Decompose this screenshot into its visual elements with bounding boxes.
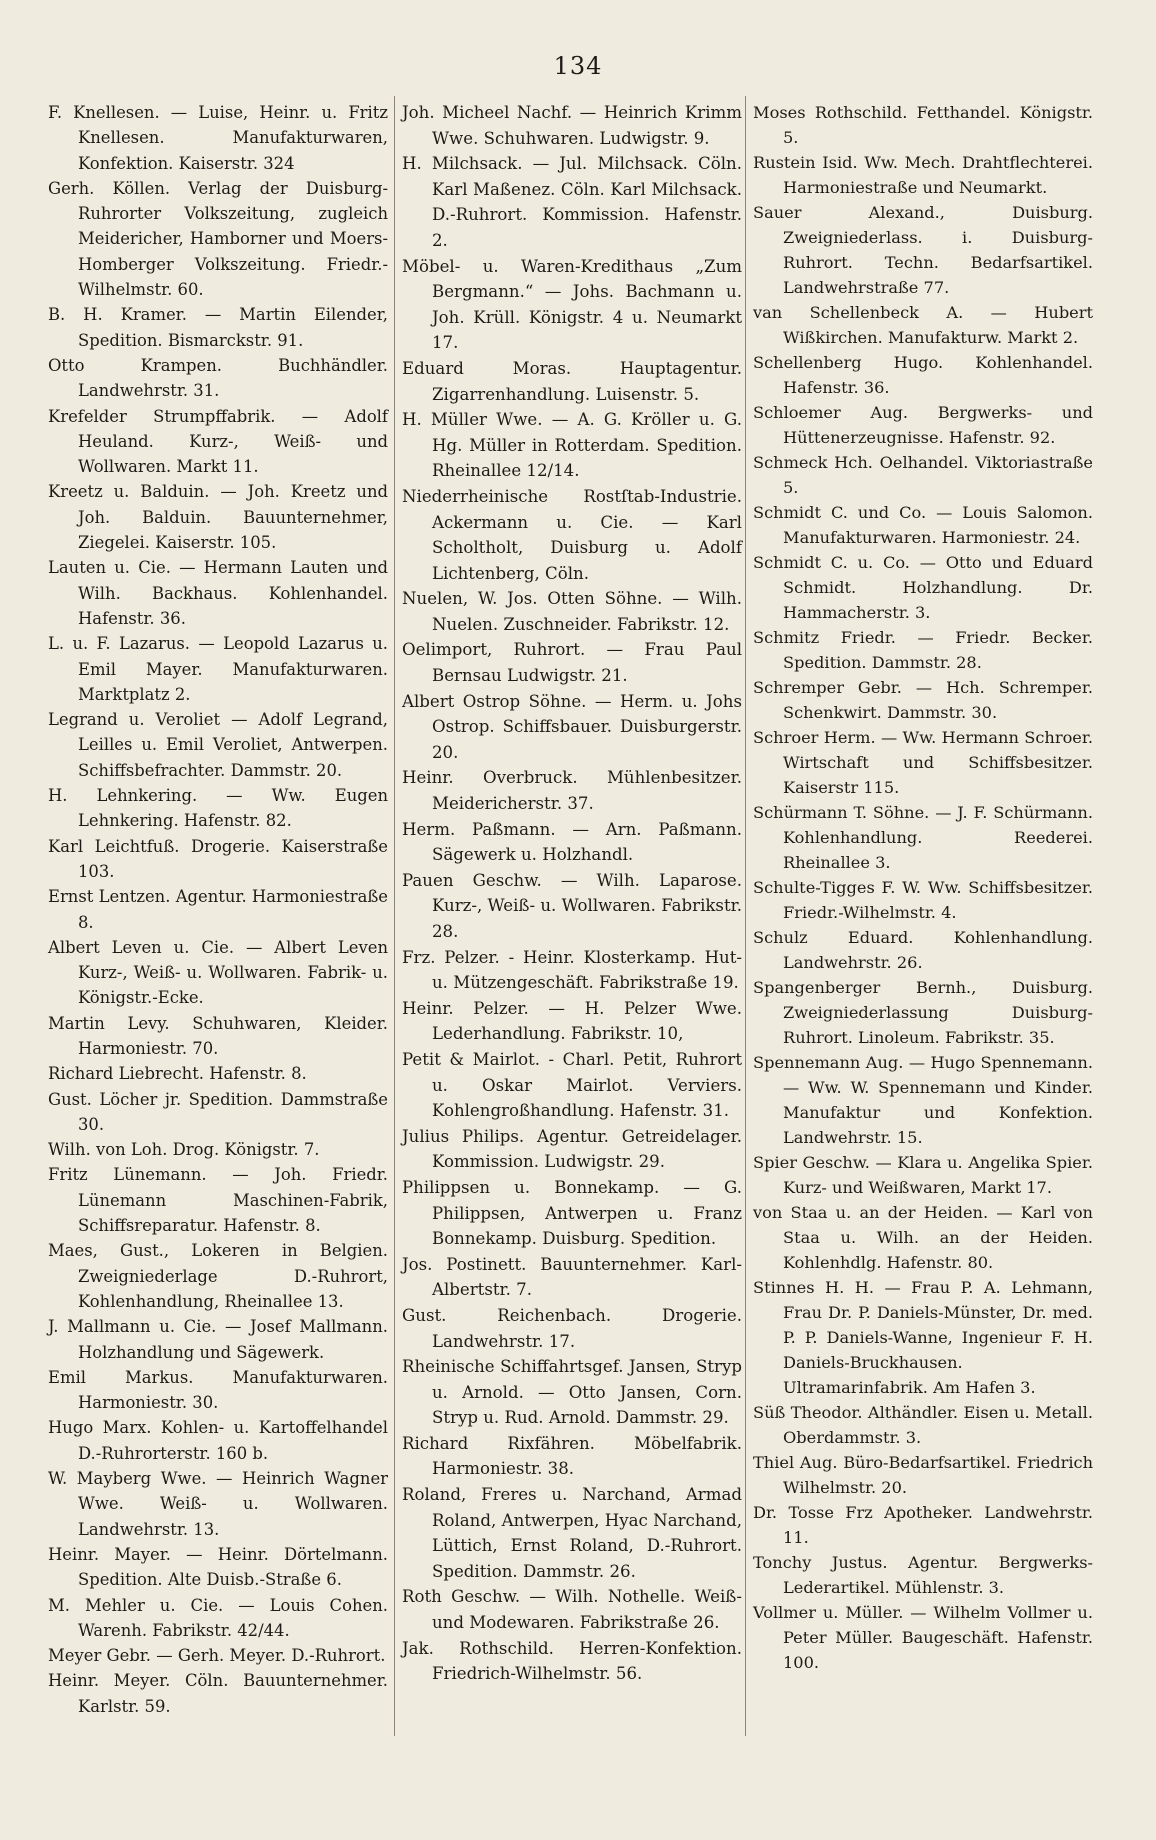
directory-entry: Krefelder Strumpffabrik. — Adolf Heuland. Kurz-, Weiß- und Wollwaren. Markt 11.: [48, 406, 388, 477]
directory-entry: Legrand u. Veroliet — Adolf Legrand, Leilles u. Emil Veroliet, Antwerpen. Schiffsbefrachter. Dammstr. 20.: [48, 710, 388, 780]
directory-entry: Rheinische Schiffahrtsgef. Jansen, Stryp u. Arnold. — Otto Jansen, Corn. Stryp u. Rud. Arnold. Dammstr. 29.: [402, 1357, 742, 1428]
directory-entry: Lauten u. Cie. — Hermann Lauten und Wilh. Backhaus. Kohlenhandel. Hafenstr. 36.: [48, 558, 388, 628]
directory-entry: Kreetz u. Balduin. — Joh. Kreetz und Joh. Balduin. Bauunternehmer, Ziegelei. Kaiserstr. 105.: [48, 482, 388, 553]
directory-entry: Petit & Mairlot. - Charl. Petit, Ruhrort u. Oskar Mairlot. Verviers. Kohlengroßhandlung. Hafenstr. 31.: [402, 1049, 742, 1121]
directory-entry: Schloemer Aug. Bergwerks- und Hüttenerzeugnisse. Hafenstr. 92.: [753, 403, 1093, 447]
column-divider: [745, 96, 746, 1736]
directory-entry: Rustein Isid. Ww. Mech. Drahtflechterei. Harmoniestraße und Neumarkt.: [753, 153, 1093, 197]
column-2: [402, 100, 742, 1687]
directory-entry: Süß Theodor. Althändler. Eisen u. Metall. Oberdammstr. 3.: [753, 1403, 1093, 1447]
directory-entry: Schremper Gebr. — Hch. Schremper. Schenkwirt. Dammstr. 30.: [753, 678, 1093, 722]
directory-entry: B. H. Kramer. — Martin Eilender, Spedition. Bismarckstr. 91.: [48, 305, 388, 350]
directory-entry: Gust. Löcher jr. Spedition. Dammstraße 30.: [48, 1089, 388, 1134]
directory-entry: Ernst Lentzen. Agentur. Harmoniestraße 8.: [48, 887, 388, 932]
directory-entry: Thiel Aug. Büro-Bedarfsartikel. Friedrich Wilhelmstr. 20.: [753, 1453, 1093, 1497]
directory-entry: Spennemann Aug. — Hugo Spennemann. — Ww. W. Spennemann und Kinder. Manufaktur und Konfektion. Landwehrstr. 15.: [753, 1053, 1093, 1147]
directory-entry: von Staa u. an der Heiden. — Karl von Staa u. Wilh. an der Heiden. Kohlenhdlg. Hafenstr. 80.: [753, 1203, 1093, 1272]
directory-entry: Schulz Eduard. Kohlenhandlung. Landwehrstr. 26.: [753, 928, 1093, 972]
directory-entry: L. u. F. Lazarus. — Leopold Lazarus u. Emil Mayer. Manufakturwaren. Marktplatz 2.: [48, 634, 388, 704]
directory-entry: Oelimport, Ruhrort. — Frau Paul Bernsau Ludwigstr. 21.: [402, 640, 742, 686]
directory-entry: Schürmann T. Söhne. — J. F. Schürmann. Kohlenhandlung. Reederei. Rheinallee 3.: [753, 803, 1093, 872]
directory-entry: Schellenberg Hugo. Kohlenhandel. Hafenstr. 36.: [753, 353, 1093, 397]
directory-entry: Tonchy Justus. Agentur. Bergwerks-Lederartikel. Mühlenstr. 3.: [753, 1553, 1093, 1597]
directory-entry: Gust. Reichenbach. Drogerie. Landwehrstr. 17.: [402, 1305, 742, 1351]
directory-entry: Pauen Geschw. — Wilh. Laparose. Kurz-, Weiß- u. Wollwaren. Fabrikstr. 28.: [402, 870, 742, 941]
directory-entry: Schmitz Friedr. — Friedr. Becker. Spedition. Dammstr. 28.: [753, 628, 1093, 672]
directory-entry: Vollmer u. Müller. — Wilhelm Vollmer u. Peter Müller. Baugeschäft. Hafenstr. 100.: [753, 1603, 1093, 1672]
column-divider: [394, 96, 395, 1736]
directory-entry: Spier Geschw. — Klara u. Angelika Spier. Kurz- und Weißwaren, Markt 17.: [753, 1153, 1093, 1197]
directory-entry: Gerh. Köllen. Verlag der Duisburg-Ruhrorter Volkszeitung, zugleich Meidericher, Hamborner und Moers-Homberger Volkszeitung. Friedr.-Wilhelmstr. 60.: [48, 178, 388, 300]
directory-entry: J. Mallmann u. Cie. — Josef Mallmann. Holzhandlung und Sägewerk.: [48, 1317, 388, 1362]
directory-entry: Wilh. von Loh. Drog. Königstr. 7.: [48, 1140, 320, 1160]
directory-entry: Martin Levy. Schuhwaren, Kleider. Harmoniestr. 70.: [48, 1013, 388, 1058]
directory-entry: Möbel- u. Waren-Kredithaus „Zum Bergmann.“ — Johs. Bachmann u. Joh. Krüll. Königstr. 4 u. Neumarkt 17.: [402, 256, 742, 353]
directory-entry: Emil Markus. Manufakturwaren. Harmoniestr. 30.: [48, 1367, 388, 1413]
directory-entry: Albert Ostrop Söhne. — Herm. u. Johs Ostrop. Schiffsbauer. Duisburgerstr. 20.: [402, 691, 742, 762]
directory-entry: Philippsen u. Bonnekamp. — G. Philippsen, Antwerpen u. Franz Bonnekamp. Duisburg. Spedition.: [402, 1177, 742, 1249]
directory-entry: Julius Philips. Agentur. Getreidelager. Kommission. Ludwigstr. 29.: [402, 1126, 742, 1172]
directory-entry: Fritz Lünemann. — Joh. Friedr. Lünemann Maschinen-Fabrik, Schiffsreparatur. Hafenstr. 8.: [48, 1165, 388, 1236]
directory-entry: Schmeck Hch. Oelhandel. Viktoriastraße 5.: [753, 453, 1093, 497]
directory-entry: Dr. Tosse Frz Apotheker. Landwehrstr. 11.: [753, 1503, 1093, 1547]
directory-entry: Sauer Alexand., Duisburg. Zweigniederlass. i. Duisburg-Ruhrort. Techn. Bedarfsartikel. Landwehrstraße 77.: [753, 203, 1093, 297]
directory-entry: Otto Krampen. Buchhändler. Landwehrstr. 31.: [48, 355, 388, 401]
directory-entry: Roth Geschw. — Wilh. Nothelle. Weiß- und Modewaren. Fabrikstraße 26.: [402, 1587, 742, 1633]
directory-entry: Nuelen, W. Jos. Otten Söhne. — Wilh. Nuelen. Zuschneider. Fabrikstr. 12.: [402, 589, 742, 634]
directory-entry: Heinr. Pelzer. — H. Pelzer Wwe. Lederhandlung. Fabrikstr. 10,: [402, 998, 742, 1044]
directory-entry: Karl Leichtfuß. Drogerie. Kaiserstraße 103.: [48, 836, 388, 881]
directory-entry: Frz. Pelzer. - Heinr. Klosterkamp. Hut- u. Mützengeschäft. Fabrikstraße 19.: [402, 947, 742, 993]
directory-entry: Stinnes H. H. — Frau P. A. Lehmann, Frau Dr. P. Daniels-Münster, Dr. med. P. P. Daniels-Wanne, Ingenieur F. H. Daniels-Bruckhausen. Ultramarinfabrik. Am Hafen 3.: [753, 1278, 1093, 1397]
column-3: [753, 100, 1093, 1675]
directory-entry: Hugo Marx. Kohlen- u. Kartoffelhandel D.-Ruhrorterstr. 160 b.: [48, 1418, 388, 1463]
directory-entry: van Schellenbeck A. — Hubert Wißkirchen. Manufakturw. Markt 2.: [753, 303, 1093, 347]
directory-entry: Spangenberger Bernh., Duisburg. Zweigniederlassung Duisburg-Ruhrort. Linoleum. Fabrikstr. 35.: [753, 978, 1093, 1047]
directory-entry: W. Mayberg Wwe. — Heinrich Wagner Wwe. Weiß- u. Wollwaren. Landwehrstr. 13.: [48, 1469, 388, 1539]
directory-entry: Niederrheinische Rostſtab-Industrie. Ackermann u. Cie. — Karl Scholtholt, Duisburg u. Adolf Lichtenberg, Cöln.: [402, 486, 742, 583]
directory-entry: Moses Rothschild. Fetthandel. Königstr. 5.: [753, 103, 1093, 147]
directory-entry: Meyer Gebr. — Gerh. Meyer. D.-Ruhrort.: [48, 1646, 386, 1666]
directory-entry: H. Milchsack. — Jul. Milchsack. Cöln. Karl Maßenez. Cöln. Karl Milchsack. D.-Ruhrort. Kommission. Hafenstr. 2.: [402, 154, 742, 250]
page-number: 134: [553, 52, 603, 80]
directory-entry: Schmidt C. u. Co. — Otto und Eduard Schmidt. Holzhandlung. Dr. Hammacherstr. 3.: [753, 553, 1093, 622]
directory-entry: Schroer Herm. — Ww. Hermann Schroer. Wirtschaft und Schiffsbesitzer. Kaiserstr 115.: [753, 728, 1093, 797]
directory-entry: Herm. Paßmann. — Arn. Paßmann. Sägewerk u. Holzhandl.: [402, 819, 742, 865]
directory-entry: Heinr. Meyer. Cöln. Bauunternehmer. Karlstr. 59.: [48, 1671, 388, 1716]
column-1: [48, 100, 388, 1719]
directory-entry: Roland, Freres u. Narchand, Armad Roland, Antwerpen, Hyac Narchand, Lüttich, Ernst Roland, D.-Ruhrort. Spedition. Dammstr. 26.: [402, 1485, 742, 1581]
directory-entry: Richard Rixfähren. Möbelfabrik. Harmoniestr. 38.: [402, 1433, 742, 1479]
directory-entry: H. Lehnkering. — Ww. Eugen Lehnkering. Hafenstr. 82.: [48, 786, 388, 831]
directory-entry: Jos. Postinett. Bauunternehmer. Karl-Albertstr. 7.: [402, 1254, 742, 1300]
directory-entry: Heinr. Mayer. — Heinr. Dörtelmann. Spedition. Alte Duisb.-Straße 6.: [48, 1544, 388, 1590]
directory-entry: Joh. Micheel Nachf. — Heinrich Krimm Wwe. Schuhwaren. Ludwigstr. 9.: [402, 103, 742, 148]
directory-entry: Albert Leven u. Cie. — Albert Leven Kurz-, Weiß- u. Wollwaren. Fabrik- u. Königstr.-Ecke.: [48, 937, 388, 1008]
directory-entry: M. Mehler u. Cie. — Louis Cohen. Warenh. Fabrikstr. 42/44.: [48, 1595, 388, 1640]
directory-entry: H. Müller Wwe. — A. G. Kröller u. G. Hg. Müller in Rotterdam. Spedition. Rheinallee 12/14.: [402, 410, 742, 481]
directory-entry: Schulte-Tigges F. W. Ww. Schiffsbesitzer. Friedr.-Wilhelmstr. 4.: [753, 878, 1093, 922]
directory-entry: F. Knellesen. — Luise, Heinr. u. Fritz Knellesen. Manufakturwaren, Konfektion. Kaiserstr. 324: [48, 103, 388, 173]
directory-entry: Jak. Rothschild. Herren-Konfektion. Friedrich-Wilhelmstr. 56.: [402, 1638, 742, 1684]
directory-entry: Richard Liebrecht. Hafenstr. 8.: [48, 1064, 307, 1084]
directory-entry: Maes, Gust., Lokeren in Belgien. Zweigniederlage D.-Ruhrort, Kohlenhandlung, Rheinallee 13.: [48, 1241, 388, 1311]
directory-entry: Heinr. Overbruck. Mühlenbesitzer. Meidericherstr. 37.: [402, 768, 742, 814]
directory-entry: Schmidt C. und Co. — Louis Salomon. Manufakturwaren. Harmoniestr. 24.: [753, 503, 1093, 547]
directory-entry: Eduard Moras. Hauptagentur. Zigarrenhandlung. Luisenstr. 5.: [402, 358, 742, 404]
